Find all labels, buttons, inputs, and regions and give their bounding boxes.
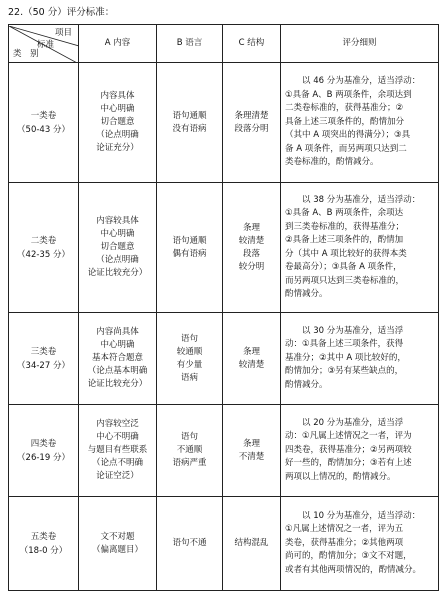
content-line: 内容较空泛	[96, 419, 139, 429]
structure-cell	[223, 497, 281, 591]
grade-name: 一类卷	[30, 110, 57, 121]
header-col-d: 评分细则	[281, 25, 439, 63]
language-line: 有少量	[176, 359, 203, 370]
grade-name: 四类卷	[30, 438, 57, 449]
grade-cell	[9, 405, 79, 497]
header-col-a: A 内容	[79, 25, 157, 63]
grade-cell	[9, 63, 79, 183]
content-line: 中心明确	[100, 340, 135, 350]
grade-range: （42-35 分）	[17, 249, 70, 260]
detail-line: 类卷，获得基准分；②其他两项	[285, 537, 404, 548]
detail-line: 二类卷标准的，获得基准分；②	[285, 103, 404, 114]
content-line: （偏离题目）	[91, 544, 143, 555]
table-row	[9, 497, 439, 591]
language-line: 不通顺	[176, 445, 203, 455]
detail-line: 备 A 项条件，而另两项只达到二	[285, 143, 407, 154]
detail-line: 好一些的，酌情加分；③若有上述	[285, 458, 412, 469]
content-cell	[79, 313, 157, 405]
detail-line: ①凡属上述情况之一者，评为五	[285, 524, 404, 535]
detail-line: 酌情减分。	[285, 379, 328, 390]
language-line: 语句不通	[172, 538, 207, 548]
content-line: （论点不明确	[91, 458, 143, 468]
content-cell	[79, 183, 157, 313]
detail-line: 以 10 分为基准分，适当浮动：	[302, 510, 421, 521]
table-row	[9, 63, 439, 183]
language-line: 语病	[180, 372, 198, 383]
structure-line: 较清楚	[238, 235, 265, 246]
language-cell	[157, 63, 223, 183]
language-line: 语句通顺	[172, 235, 207, 246]
detail-line: 酌情减分。	[285, 289, 328, 299]
detail-line: 而另两项只达到三类卷标准的，	[285, 275, 405, 286]
language-line: 没有语病	[172, 123, 207, 134]
language-line: 语病严重	[172, 458, 207, 468]
content-line: 中心明确	[100, 229, 135, 239]
detail-line: 以 30 分为基准分，适当浮	[302, 325, 404, 336]
grade-range: （50-43 分）	[17, 124, 70, 135]
content-cell	[79, 405, 157, 497]
grade-name: 五类卷	[30, 531, 57, 542]
grade-range: （18-0 分）	[19, 545, 68, 556]
grade-name: 三类卷	[30, 346, 57, 357]
header-col-b: B 语言	[157, 25, 223, 63]
detail-line: 四类卷，获得基准分；②另两项较	[285, 444, 412, 455]
content-line: 中心不明确	[96, 432, 139, 442]
detail-line: 动：①具备上述三项条件，获得	[285, 339, 404, 350]
content-line: 切合题意	[100, 242, 135, 252]
language-line: 语句	[180, 333, 198, 344]
detail-line: ②具备上述三项条件的，酌情加	[285, 235, 404, 245]
detail-line: 卷最高分）；③具备 A 项条件，	[285, 262, 402, 272]
table-row	[9, 313, 439, 405]
content-line: 中心明确	[100, 104, 135, 114]
structure-cell	[223, 405, 281, 497]
table-row	[9, 183, 439, 313]
detail-cell	[281, 183, 439, 313]
question-heading: 22.（50 分）评分标准：	[8, 7, 115, 18]
detail-line: 动：①凡属上述情况之一者，评为	[285, 431, 412, 442]
content-line: 论证比较充分）	[87, 268, 148, 278]
content-line: 与题目有些联系	[87, 445, 148, 455]
content-line: 基本符合题意	[91, 353, 143, 363]
header-category-label: 类 别	[13, 48, 39, 59]
header-row	[9, 25, 439, 63]
detail-line: 以 38 分为基准分，适当浮动：	[302, 194, 421, 205]
header-diagonal-cell	[9, 25, 79, 63]
content-line: （论点明确	[96, 255, 139, 265]
detail-line: 两项以上情况的，酌情减分。	[285, 471, 396, 482]
header-col-c: C 结构	[223, 25, 281, 63]
content-line: 内容尚具体	[96, 327, 139, 337]
scoring-table	[8, 24, 439, 591]
detail-line: （其中 A 项突出的得满分）；③具	[285, 130, 411, 141]
grade-cell	[9, 183, 79, 313]
detail-line: 以 20 分为基准分，适当浮	[302, 417, 404, 428]
language-cell	[157, 497, 223, 591]
content-line: 论证比较充分）	[87, 379, 148, 389]
language-line: 语句	[180, 432, 198, 442]
header-standard-label: 标准	[37, 39, 55, 50]
structure-line: 条理清楚	[234, 110, 269, 121]
detail-line: ①具备 A、B 两项条件，余项达到	[285, 89, 412, 100]
content-cell	[79, 63, 157, 183]
structure-line: 条理	[242, 346, 260, 357]
grade-cell	[9, 497, 79, 591]
content-cell	[79, 497, 157, 591]
grade-cell	[9, 313, 79, 405]
content-line: 论证空泛）	[96, 471, 139, 481]
structure-cell	[223, 183, 281, 313]
detail-line: 分（其中 A 项比较好的获得本类	[285, 248, 407, 259]
grade-range: （26-19 分）	[17, 452, 70, 463]
structure-line: 条理	[242, 222, 260, 233]
detail-line: 或者有其他两项情况的，酌情减分。	[285, 564, 422, 575]
structure-line: 不清楚	[238, 451, 265, 462]
detail-line: 类卷标准的，酌情减分。	[285, 157, 379, 168]
detail-line: 具备上述三项条件的，酌情加分	[285, 116, 405, 127]
structure-line: 条理	[242, 438, 260, 449]
content-line: 切合题意	[100, 117, 135, 127]
detail-line: 尚可的，酌情加分；③文不对题，	[285, 551, 412, 562]
table-row	[9, 405, 439, 497]
structure-line: 段落分明	[234, 123, 269, 134]
detail-line: 以 46 分为基准分，适当浮动：	[302, 76, 421, 87]
content-line: （论点基本明确	[87, 366, 148, 376]
language-line: 语句通顺	[172, 110, 207, 121]
detail-cell	[281, 313, 439, 405]
content-line: 文不对题	[100, 531, 135, 542]
content-line: 内容较具体	[96, 216, 139, 226]
structure-line: 较清楚	[238, 359, 265, 370]
detail-cell	[281, 497, 439, 591]
structure-line: 结构混乱	[234, 538, 269, 548]
detail-line: ①具备 A、B 两项条件，余项达	[285, 208, 404, 218]
language-cell	[157, 405, 223, 497]
content-line: （论点明确	[96, 130, 139, 140]
language-cell	[157, 313, 223, 405]
language-line: 偶有语病	[172, 248, 207, 259]
detail-line: 到三类卷标准的，获得基准分；	[285, 221, 405, 232]
header-project-label: 项目	[54, 27, 72, 38]
language-cell	[157, 183, 223, 313]
structure-cell	[223, 63, 281, 183]
content-line: 论证充分）	[96, 143, 139, 153]
structure-line: 段落	[242, 248, 260, 259]
structure-line: 较分明	[238, 261, 265, 272]
detail-line: 酌情加分；③另有某些缺点的，	[285, 366, 404, 377]
grade-name: 二类卷	[30, 235, 57, 246]
detail-cell	[281, 405, 439, 497]
content-line: 内容具体	[100, 91, 135, 101]
structure-cell	[223, 313, 281, 405]
language-line: 较通顺	[176, 346, 203, 357]
detail-cell	[281, 63, 439, 183]
grade-range: （34-27 分）	[17, 360, 70, 371]
detail-line: 基准分；②其中 A 项比较好的，	[285, 352, 406, 363]
